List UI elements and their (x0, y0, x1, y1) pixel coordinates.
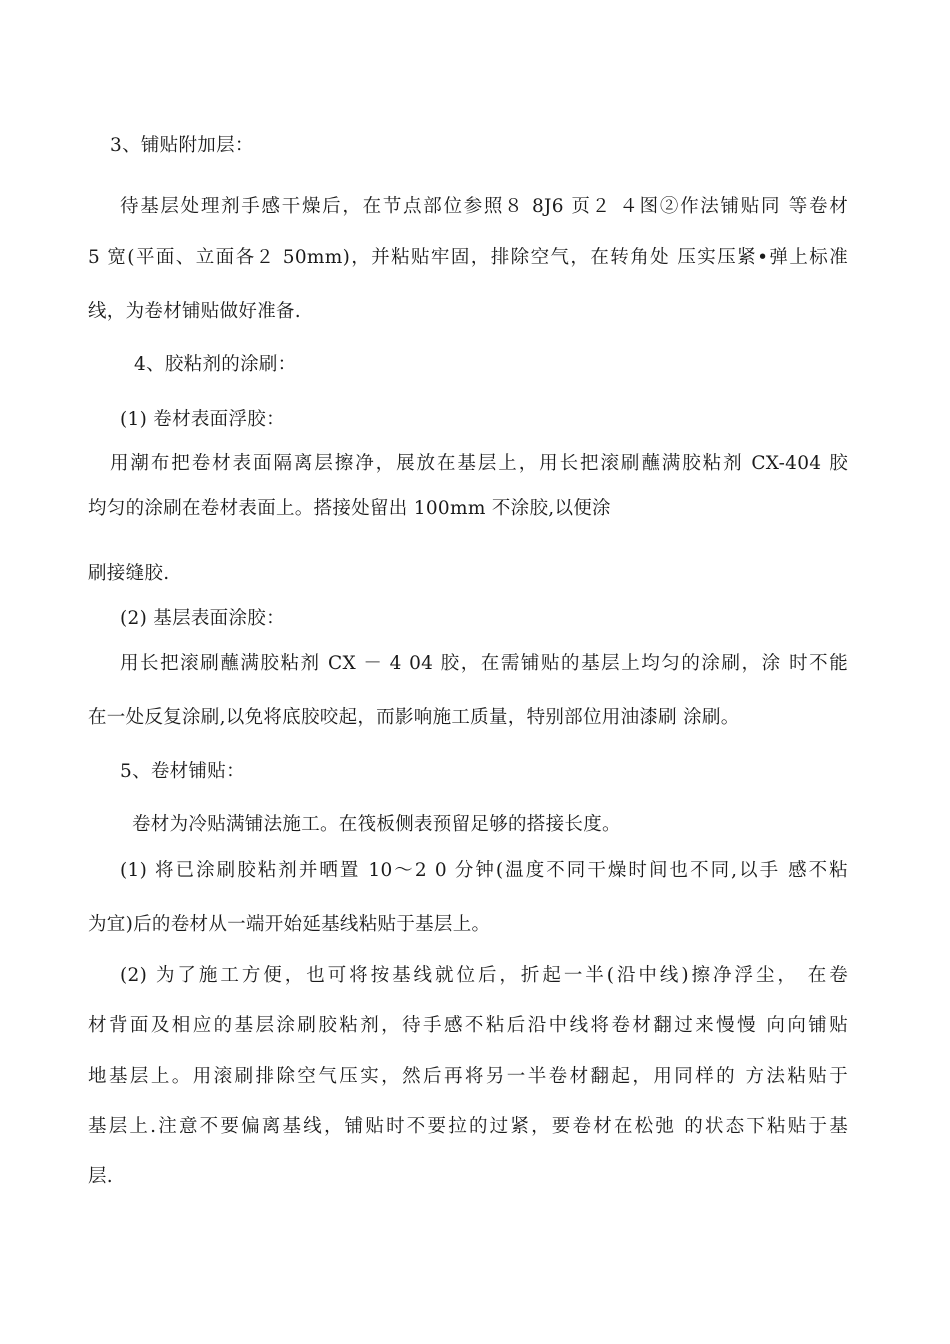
paragraph-line: 为宜)后的卷材从一端开始延基线粘贴于基层上。 (88, 914, 491, 935)
paragraph-line: 层. (88, 1166, 113, 1187)
paragraph-line: (1) 将已涂刷胶粘剂并晒置 10〜2 0 分钟(温度不同干燥时间也不同,以手 感不粘 (120, 860, 848, 881)
heading-5: 5、卷材铺贴： (120, 761, 245, 782)
paragraph-line: 材背面及相应的基层涂刷胶粘剂，待手感不粘后沿中线将卷材翻过来慢慢 向向铺贴 (88, 1015, 848, 1036)
paragraph-line: 用长把滚刷蘸满胶粘剂 CX － 4 04 胶，在需铺贴的基层上均匀的涂刷，涂 时不能 (120, 653, 848, 674)
paragraph-line: 在一处反复涂刷,以免将底胶咬起，而影响施工质量，特别部位用油漆刷 涂刷。 (88, 707, 740, 728)
paragraph-line: 待基层处理剂手感干燥后，在节点部位参照８ 8J6 页２ ４图②作法铺贴同 等卷材 (120, 196, 848, 217)
paragraph-line: (2) 为了施工方便，也可将按基线就位后，折起一半(沿中线)擦净浮尘， 在卷 (120, 965, 848, 986)
heading-3: 3、铺贴附加层： (110, 135, 254, 156)
paragraph-line: 线，为卷材铺贴做好准备. (88, 301, 301, 322)
paragraph-line: 均匀的涂刷在卷材表面上。搭接处留出 100mm 不涂胶,以便涂 (88, 498, 611, 519)
paragraph-line: 5 宽(平面、立面各２ 50mm)，并粘贴牢固，排除空气，在转角处 压实压紧•弹上标准 (88, 247, 848, 268)
paragraph-line: 地基层上。用滚刷排除空气压实，然后再将另一半卷材翻起，用同样的 方法粘贴于 (88, 1066, 848, 1087)
subheading-1: (1) 卷材表面浮胶： (120, 409, 285, 430)
subheading-2: (2) 基层表面涂胶： (120, 608, 285, 629)
paragraph-line: 刷接缝胶. (88, 563, 170, 584)
paragraph-line: 基层上.注意不要偏离基线，铺贴时不要拉的过紧，要卷材在松弛 的状态下粘贴于基 (88, 1116, 848, 1137)
paragraph-line: 用潮布把卷材表面隔离层擦净，展放在基层上，用长把滚刷蘸满胶粘剂 CX-404 胶 (110, 453, 848, 474)
paragraph-line: 卷材为冷贴满铺法施工。在筏板侧表预留足够的搭接长度。 (132, 814, 621, 835)
heading-4: 4、胶粘剂的涂刷： (134, 354, 297, 375)
